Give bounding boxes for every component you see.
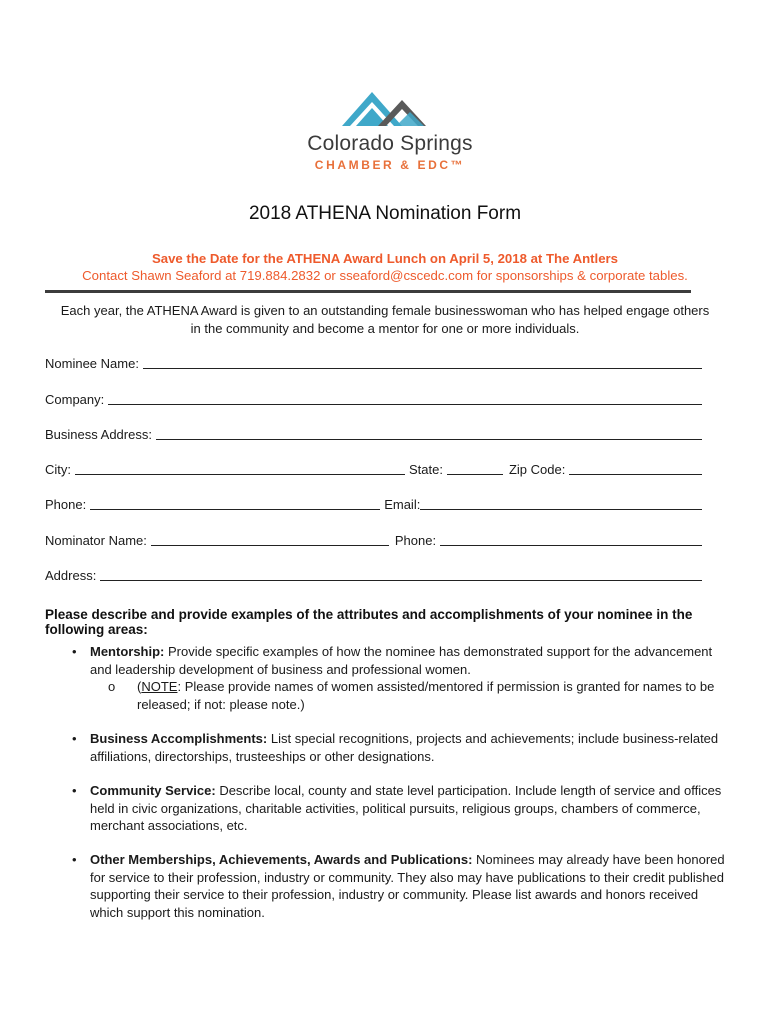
company-field[interactable] <box>108 391 702 405</box>
city-state-zip-row <box>45 459 702 477</box>
logo-subtitle: CHAMBER & EDC™ <box>314 158 466 172</box>
logo-name: Colorado Springs <box>307 132 473 155</box>
area-heading: Mentorship: <box>90 644 165 659</box>
address-row <box>45 565 702 583</box>
phone-label: Phone: <box>45 497 87 512</box>
bullet-icon: • <box>72 783 77 798</box>
state-field[interactable] <box>447 461 503 475</box>
business-address-label: Business Address: <box>45 427 152 442</box>
zip-label: Zip Code: <box>508 462 566 477</box>
area-heading: Other Memberships, Achievements, Awards and Publications: <box>90 852 473 867</box>
nominator-phone-field[interactable] <box>440 532 702 546</box>
nominator-name-label: Nominator Name: <box>45 533 147 548</box>
phone-email-row <box>45 494 702 512</box>
city-field[interactable] <box>75 461 405 475</box>
email-label: Email: <box>384 497 421 512</box>
business-address-row <box>45 424 702 442</box>
area-heading: Community Service: <box>90 783 216 798</box>
sub-bullet-icon: o <box>108 679 116 694</box>
bullet-icon: • <box>72 644 77 659</box>
area-text <box>90 643 726 678</box>
area-text <box>90 782 726 835</box>
note-heading: NOTE <box>141 679 178 694</box>
state-label: State: <box>409 462 443 477</box>
area-text <box>90 730 726 765</box>
area-description: List special recognitions, projects and achievements; include business-related affiliations, directorships, trusteeships or other designations. <box>90 731 719 764</box>
business-address-field[interactable] <box>156 426 702 440</box>
areas-prompt: Please describe and provide examples of the attributes and accomplishments of your nominee in the following areas: <box>45 607 693 637</box>
company-label: Company: <box>45 392 105 407</box>
phone-field[interactable] <box>90 496 380 510</box>
company-row <box>45 389 702 407</box>
area-description: Nominees may already have been honored for service to their profession, industry or community. They also may have publications to their credit published supporting their service to their profession, industry or community. Please list awards and honors received which support this nomination. <box>90 852 725 920</box>
nominator-phone-label: Phone: <box>394 533 437 548</box>
nominee-name-label: Nominee Name: <box>45 356 139 371</box>
chamber-logo <box>290 88 490 183</box>
contact-line: Contact Shawn Seaford at 719.884.2832 or sseaford@cscedc.com for sponsorships & corporate tables. <box>82 268 688 283</box>
page-title: 2018 ATHENA Nomination Form <box>248 203 522 224</box>
zip-field[interactable] <box>569 461 702 475</box>
divider <box>45 290 691 293</box>
nominator-row <box>45 530 702 548</box>
save-the-date-line: Save the Date for the ATHENA Award Lunch on April 5, 2018 at The Antlers <box>151 251 619 266</box>
address-label: Address: <box>45 568 97 583</box>
bullet-icon: • <box>72 731 77 746</box>
area-text <box>90 851 726 921</box>
area-description: Describe local, county and state level participation. Include length of service and offices held in civic organizations, charitable activities, political pursuits, religious groups, chambers of commerce, merchant associations, etc. <box>90 783 722 833</box>
nominee-name-field[interactable] <box>143 355 702 369</box>
mountain-logo-icon <box>338 88 442 130</box>
intro-paragraph: Each year, the ATHENA Award is given to an outstanding female businesswoman who has helped engage others in the community and become a mentor for one or more individuals. <box>60 303 710 336</box>
note-body: : Please provide names of women assisted/mentored if permission is granted for names to be released; if not: please note.) <box>137 679 715 712</box>
email-field[interactable] <box>420 496 702 510</box>
nominator-name-field[interactable] <box>151 532 389 546</box>
bullet-icon: • <box>72 852 77 867</box>
city-label: City: <box>45 462 71 477</box>
area-heading: Business Accomplishments: <box>90 731 268 746</box>
nominee-name-row <box>45 353 702 371</box>
note-text: (NOTE: Please provide names of women assisted/mentored if permission is granted for names to be released; if not: please note.) <box>137 679 715 712</box>
address-field[interactable] <box>100 567 702 581</box>
area-description: Provide specific examples of how the nominee has demonstrated support for the advancement and leadership development of business and professional women. <box>90 644 713 677</box>
